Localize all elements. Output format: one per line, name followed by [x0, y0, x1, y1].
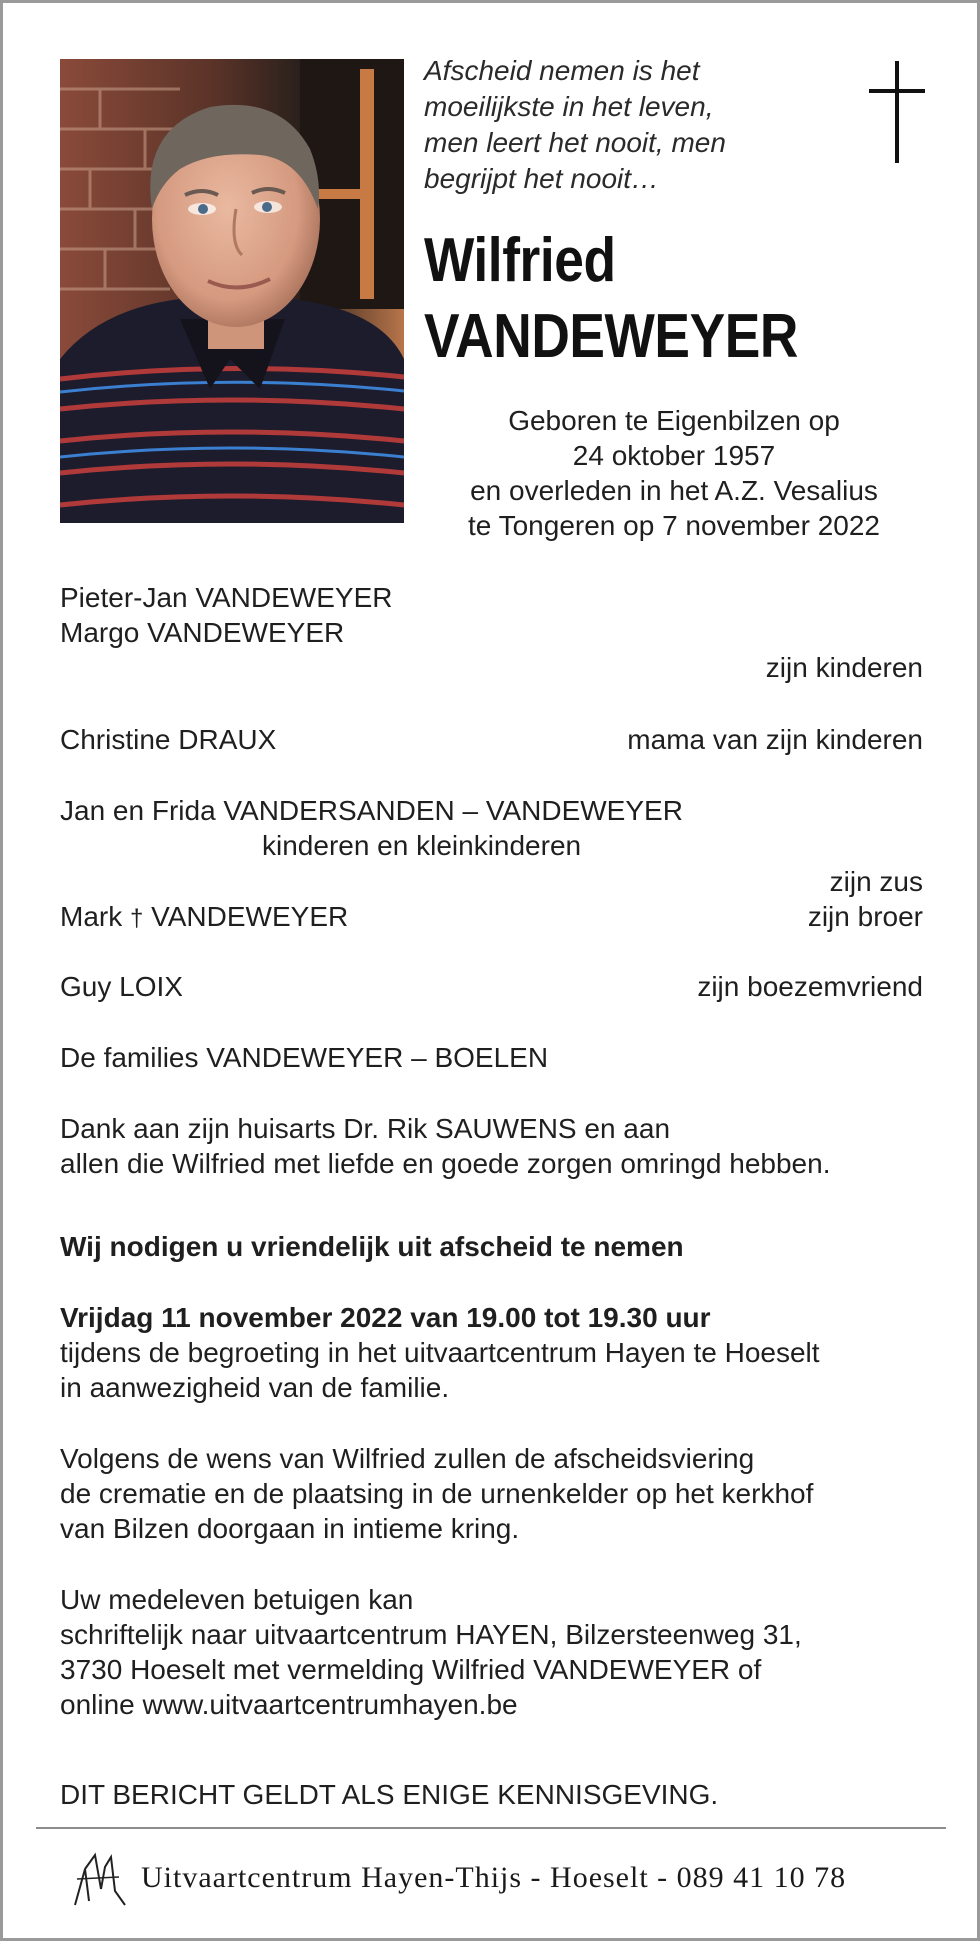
ceremony-line: de crematie en de plaatsing in de urnenkelder op het kerkhof: [60, 1478, 814, 1509]
quote-line: Afscheid nemen is het: [424, 55, 700, 86]
sole-notice: DIT BERICHT GELDT ALS ENIGE KENNISGEVING.: [60, 1779, 719, 1810]
friend-role: zijn boezemvriend: [697, 971, 923, 1002]
quote-line: moeilijkste in het leven,: [424, 91, 714, 122]
visitation-date: Vrijdag 11 november 2022 van 19.00 tot 19.30 uur: [60, 1302, 711, 1333]
opening-quote: [424, 53, 834, 197]
brother-first-name: Mark: [60, 901, 123, 932]
quote-line: men leert het nooit, men: [424, 127, 726, 158]
sister-subtitle: kinderen en kleinkinderen: [262, 830, 582, 861]
portrait-photo: [60, 59, 404, 523]
thanks-line: allen die Wilfried met liefde en goede zorgen omringd hebben.: [60, 1148, 831, 1179]
hayen-logo-icon: [71, 1849, 127, 1907]
latin-cross-icon: [869, 61, 925, 163]
funeral-home-footer: Uitvaartcentrum Hayen-Thijs - Hoeselt - 089 41 10 78: [141, 1861, 847, 1894]
birth-line: Geboren te Eigenbilzen op: [508, 405, 840, 436]
sister-role: zijn zus: [829, 866, 923, 897]
visitation-detail: tijdens de begroeting in het uitvaartcentrum Hayen te Hoeselt: [60, 1337, 820, 1368]
thanks-line: Dank aan zijn huisarts Dr. Rik SAUWENS en aan: [60, 1113, 671, 1144]
child-name: Pieter-Jan VANDEWEYER: [60, 582, 393, 613]
ceremony-line: Volgens de wens van Wilfried zullen de afscheidsviering: [60, 1443, 755, 1474]
visitation-detail: in aanwezigheid van de familie.: [60, 1372, 450, 1403]
condolence-line: online www.uitvaartcentrumhayen.be: [60, 1689, 518, 1720]
families-line: De families VANDEWEYER – BOELEN: [60, 1042, 549, 1073]
birth-line: en overleden in het A.Z. Vesalius: [470, 475, 878, 506]
birth-line: te Tongeren op 7 november 2022: [467, 510, 880, 541]
condolence-line: Uw medeleven betuigen kan: [60, 1584, 414, 1615]
portrait-illustration: [60, 59, 404, 523]
condolence-line: schriftelijk naar uitvaartcentrum HAYEN, Bilzersteenweg 31,: [60, 1619, 802, 1650]
brother-last-name: VANDEWEYER: [151, 901, 349, 932]
ceremony-line: van Bilzen doorgaan in intieme kring.: [60, 1513, 520, 1544]
first-name: Wilfried: [424, 226, 616, 295]
deceased-name: [424, 223, 854, 375]
condolence-line: 3730 Hoeselt met vermelding Wilfried VANDEWEYER of: [60, 1654, 762, 1685]
mother-name: Christine DRAUX: [60, 724, 277, 755]
deceased-mark: †: [130, 905, 144, 932]
brother-name: [60, 899, 348, 936]
children-role: zijn kinderen: [765, 652, 923, 683]
friend-name: Guy LOIX: [60, 971, 183, 1002]
footer-divider: [36, 1827, 946, 1829]
last-name: VANDEWEYER: [424, 302, 798, 371]
birth-line: 24 oktober 1957: [572, 440, 776, 471]
child-name: Margo VANDEWEYER: [60, 617, 345, 648]
mother-role: mama van zijn kinderen: [627, 724, 923, 755]
sister-name: Jan en Frida VANDERSANDEN – VANDEWEYER: [60, 795, 683, 826]
brother-role: zijn broer: [807, 901, 923, 932]
invitation-heading: Wij nodigen u vriendelijk uit afscheid te nemen: [60, 1231, 684, 1262]
quote-line: begrijpt het nooit…: [424, 163, 660, 194]
birth-death-info: [419, 403, 929, 543]
